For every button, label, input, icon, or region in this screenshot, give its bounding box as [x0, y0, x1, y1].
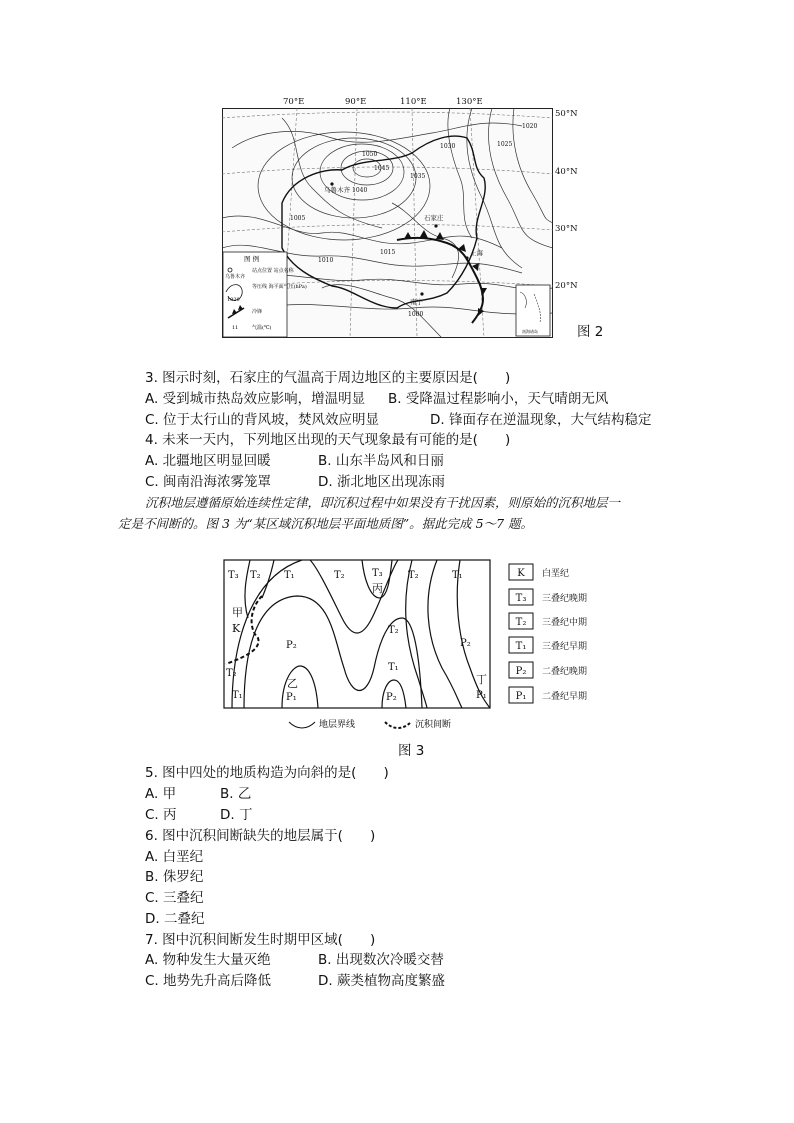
- label-jia: 甲: [232, 606, 243, 619]
- legend-name: 二叠纪早期: [542, 692, 588, 702]
- legend-name: 三叠纪早期: [542, 642, 588, 652]
- figure-2-weather-map: [222, 108, 553, 338]
- stratum-label: T₂: [388, 625, 399, 636]
- line-legend-unconformity: 沉积间断: [415, 720, 452, 730]
- figure-3-line-legend: [285, 714, 485, 734]
- lon-label: 130°E: [456, 97, 483, 107]
- legend-name: 三叠纪晚期: [542, 594, 588, 604]
- figure-3-geologic-map: [222, 558, 492, 710]
- legend-code: T₃: [515, 593, 527, 604]
- legend-code: P₁: [515, 691, 527, 702]
- isobar-label: 1045: [374, 165, 390, 172]
- lat-label: 40°N: [555, 167, 578, 177]
- legend-isobar-sample: 1020: [227, 297, 240, 303]
- isobar-label: 1020: [522, 123, 538, 130]
- isobar-label: 1010: [318, 257, 334, 264]
- q5-option-d: D. 丁: [220, 807, 253, 823]
- legend-item-coldfront: 冷锋: [252, 309, 263, 315]
- legend-name: 二叠纪晚期: [542, 667, 588, 677]
- legend-temp-sample: 11: [232, 325, 239, 331]
- city-urumqi: 乌鲁木齐: [324, 186, 350, 194]
- city-nanning: 南宁: [410, 298, 423, 306]
- legend-code: K: [517, 568, 525, 579]
- q5-option-c: C. 丙: [145, 807, 177, 823]
- label-k: K: [232, 622, 241, 635]
- line-legend-boundary: 地层界线: [319, 720, 356, 730]
- stratum-label: P₁: [286, 692, 297, 703]
- stratum-label: T₃: [372, 568, 383, 579]
- stratum-label: P₂: [286, 640, 297, 651]
- weather-map-svg: [222, 108, 553, 338]
- lon-label: 110°E: [400, 97, 427, 107]
- stratum-label: P₂: [386, 692, 397, 703]
- q3-stem: 3. 图示时刻，石家庄的气温高于周边地区的主要原因是( ): [145, 370, 511, 386]
- q6-option-c: C. 三叠纪: [145, 890, 204, 906]
- q4-stem: 4. 未来一天内，下列地区出现的天气现象最有可能的是( ): [145, 432, 511, 448]
- q3-option-a: A. 受到城市热岛效应影响，增温明显: [145, 391, 366, 407]
- city-shijiazhuang: 石家庄: [424, 214, 444, 222]
- stratum-label: P₂: [460, 638, 471, 649]
- stratum-label: T₃: [228, 570, 239, 581]
- stratum-label: T₁: [452, 570, 463, 581]
- lat-label: 50°N: [555, 109, 578, 119]
- passage-line-1: 沉积地层遵循原始连续性定律，即沉积过程中如果没有干扰因素，则原始的沉积地层一: [145, 495, 621, 510]
- stratum-label: T₂: [250, 570, 261, 581]
- q7-option-a: A. 物种发生大量灭绝: [145, 952, 271, 968]
- q3-option-d: D. 锋面存在逆温现象，大气结构稳定: [430, 412, 652, 428]
- stratum-label: T₂: [408, 570, 419, 581]
- label-bing: 丙: [372, 582, 383, 595]
- q6-option-a: A. 白垩纪: [145, 849, 204, 865]
- legend-code: P₂: [515, 666, 527, 677]
- legend-code: T₂: [515, 617, 527, 628]
- stratum-label: T₁: [388, 662, 399, 673]
- stratum-label: T₂: [334, 570, 345, 581]
- q3-option-c: C. 位于太行山的背风坡，焚风效应明显: [145, 412, 380, 428]
- q7-stem: 7. 图中沉积间断发生时期甲区域( ): [145, 932, 376, 948]
- isobar-label: 1015: [380, 249, 396, 256]
- legend-title: 图 例: [244, 255, 260, 263]
- isobar-label: 1005: [290, 215, 306, 222]
- stratum-label: T₁: [232, 690, 243, 701]
- south-china-sea-inset: [516, 285, 550, 336]
- q5-stem: 5. 图中四处的地质构造为向斜的是( ): [145, 765, 389, 781]
- legend-item-temp: 气温(℃): [252, 325, 272, 331]
- q7-option-b: B. 出现数次冷暖交替: [318, 952, 444, 968]
- lon-label: 90°E: [345, 97, 367, 107]
- q6-option-d: D. 二叠纪: [145, 911, 205, 927]
- isobar-label: 1040: [352, 187, 368, 194]
- isobar-label: 1025: [497, 141, 513, 148]
- lat-label: 30°N: [555, 224, 578, 234]
- legend-code: T₁: [515, 641, 527, 652]
- stratum-label: P₁: [476, 690, 487, 701]
- q4-option-c: C. 闽南沿海浓雾笼罩: [145, 474, 272, 490]
- q6-option-b: B. 侏罗纪: [145, 869, 204, 885]
- legend-name: 白垩纪: [542, 569, 570, 579]
- passage-line-2: 定是不间断的。图 3 为“某区域沉积地层平面地质图”。据此完成 5～7 题。: [118, 516, 534, 531]
- q7-option-c: C. 地势先升高后降低: [145, 973, 272, 989]
- legend-station-sample: 乌鲁木齐: [225, 274, 246, 280]
- isobar-label: 1030: [440, 143, 456, 150]
- stratum-label: T₂: [226, 668, 237, 679]
- figure-3-caption: 图 3: [398, 743, 425, 759]
- city-shanghai: 上海: [470, 249, 483, 257]
- lat-label: 20°N: [555, 281, 578, 291]
- q4-option-d: D. 浙北地区出现冻雨: [318, 474, 445, 490]
- legend-name: 三叠纪中期: [542, 618, 588, 628]
- isobar-label: 1035: [410, 173, 426, 180]
- q4-option-b: B. 山东半岛风和日丽: [318, 453, 444, 469]
- isobar-label: 1000: [408, 311, 424, 318]
- label-ding: 丁: [476, 673, 487, 686]
- q6-stem: 6. 图中沉积间断缺失的地层属于( ): [145, 828, 376, 844]
- geologic-map-svg: [222, 558, 492, 710]
- q7-option-d: D. 蕨类植物高度繁盛: [318, 973, 445, 989]
- q4-option-a: A. 北疆地区明显回暖: [145, 453, 271, 469]
- figure-2-caption: 图 2: [577, 324, 604, 340]
- legend-item-station: 站点位置 站点名称: [252, 268, 294, 274]
- q3-option-b: B. 受降温过程影响小，天气晴朗无风: [388, 391, 609, 407]
- inset-label: 南海诸岛: [522, 329, 538, 334]
- legend-item-isobar: 等压线 海平面气压(hPa): [252, 284, 307, 290]
- q5-option-a: A. 甲: [145, 786, 177, 802]
- q5-option-b: B. 乙: [220, 786, 252, 802]
- label-yi: 乙: [287, 677, 298, 690]
- stratum-label: T₁: [284, 570, 295, 581]
- isobar-label: 1050: [362, 151, 378, 158]
- lon-label: 70°E: [283, 97, 305, 107]
- figure-3-legend: [508, 563, 608, 713]
